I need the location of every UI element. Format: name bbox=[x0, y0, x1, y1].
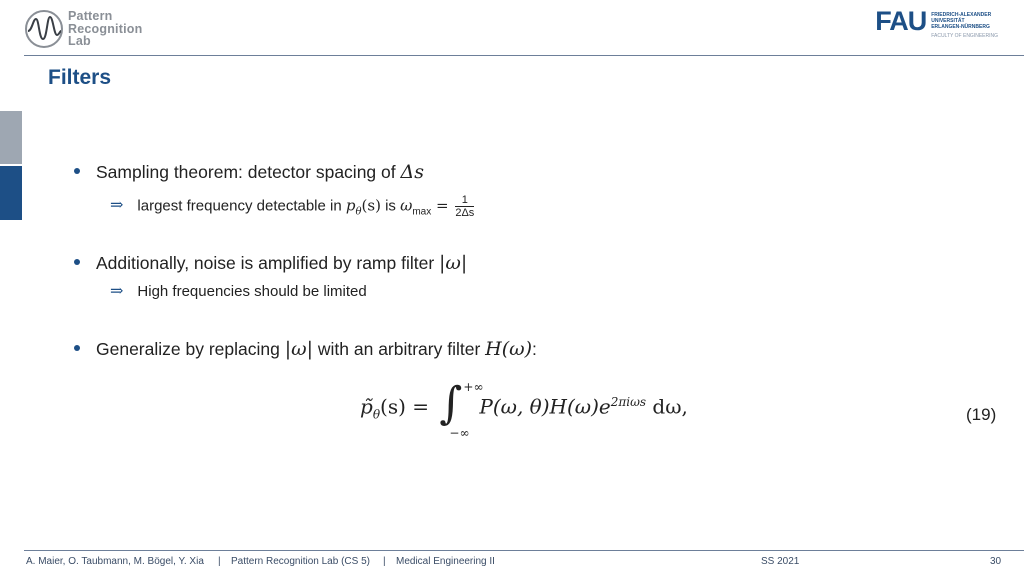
fau-mark: FAU bbox=[875, 6, 927, 36]
fau-faculty: FACULTY OF ENGINEERING bbox=[931, 33, 998, 39]
integral-sign bbox=[435, 378, 484, 440]
lab-logo-line-1: Pattern bbox=[68, 9, 113, 24]
eq-body: P(ω, θ)H(ω)e bbox=[479, 394, 611, 419]
fraction-numerator: 1 bbox=[455, 194, 474, 207]
footer-page-number: 30 bbox=[990, 556, 1002, 567]
bullet-2-math: |ω| bbox=[439, 252, 468, 274]
fraction-denominator: 2Δs bbox=[455, 207, 475, 219]
integral-upper-limit: +∞ bbox=[463, 380, 484, 394]
bullet-generalize bbox=[74, 338, 537, 360]
bullet-noise-amplified bbox=[74, 252, 467, 274]
lab-logo-line-2: Recognition bbox=[68, 21, 143, 36]
sub-bullet-max-frequency bbox=[110, 194, 474, 219]
filtered-projection-equation bbox=[360, 378, 688, 440]
bullet-dot-icon bbox=[74, 168, 80, 174]
bullet-1-text: Sampling theorem: detector spacing of bbox=[96, 162, 401, 182]
sub-1-eq: = bbox=[431, 196, 454, 215]
sub-1-is: is bbox=[380, 197, 401, 215]
fau-line-1: FRIEDRICH-ALEXANDER bbox=[931, 12, 992, 18]
slide-title: Filters bbox=[48, 66, 112, 89]
footer-authors: A. Maier, O. Taubmann, M. Bögel, Y. Xia bbox=[26, 556, 204, 567]
eq-lhs-sub: θ bbox=[372, 407, 381, 422]
fau-line-3: ERLANGEN-NÜRNBERG bbox=[931, 24, 990, 30]
eq-tail: dω, bbox=[646, 394, 688, 419]
eq-lhs-p: p̃ bbox=[360, 394, 373, 419]
bullet-3-math-b: H(ω) bbox=[485, 338, 533, 360]
bullet-1-math: Δs bbox=[400, 161, 424, 183]
implies-arrow-icon: ⇒ bbox=[110, 281, 124, 300]
equation-number: (19) bbox=[966, 405, 997, 424]
sub-1-p-sub: θ bbox=[355, 206, 362, 218]
sub-1-omega: ω bbox=[400, 196, 413, 215]
footer-sep-1: | bbox=[218, 556, 221, 567]
bullet-3-text-c: : bbox=[532, 339, 537, 359]
sub-1-fraction bbox=[455, 194, 474, 219]
bullet-3-text-b: with an arbitrary filter bbox=[313, 339, 486, 359]
footer-sep-2: | bbox=[383, 556, 386, 567]
sub-1-p: p bbox=[345, 196, 356, 215]
footer-lab: Pattern Recognition Lab (CS 5) bbox=[231, 556, 370, 567]
footer-divider bbox=[24, 550, 1024, 551]
integral-lower-limit: −∞ bbox=[449, 426, 470, 440]
bullet-3-math-a: |ω| bbox=[284, 338, 314, 360]
sub-2-text: High frequencies should be limited bbox=[137, 283, 367, 300]
eq-exponent: 2πiωs bbox=[610, 394, 647, 409]
footer-course: Medical Engineering II bbox=[396, 556, 495, 567]
sub-1-text: largest frequency detectable in bbox=[137, 197, 346, 215]
lab-logo-line-3: Lab bbox=[68, 34, 91, 49]
eq-lhs-arg: (s) = bbox=[380, 394, 430, 419]
sub-1-omega-sub: max bbox=[412, 206, 432, 218]
bullet-dot-icon bbox=[74, 345, 80, 351]
bullet-dot-icon bbox=[74, 259, 80, 265]
sub-bullet-high-frequencies bbox=[110, 281, 367, 300]
sub-1-arg: (s) bbox=[361, 196, 381, 215]
bullet-3-text-a: Generalize by replacing bbox=[96, 339, 285, 359]
integral-symbol: ∫ bbox=[439, 378, 463, 429]
bullet-2-text: Additionally, noise is amplified by ramp filter bbox=[96, 253, 440, 273]
fau-line-2: UNIVERSITÄT bbox=[931, 18, 965, 24]
footer-term: SS 2021 bbox=[761, 556, 800, 567]
implies-arrow-icon: ⇒ bbox=[110, 195, 124, 215]
bullet-sampling-theorem bbox=[74, 161, 424, 183]
